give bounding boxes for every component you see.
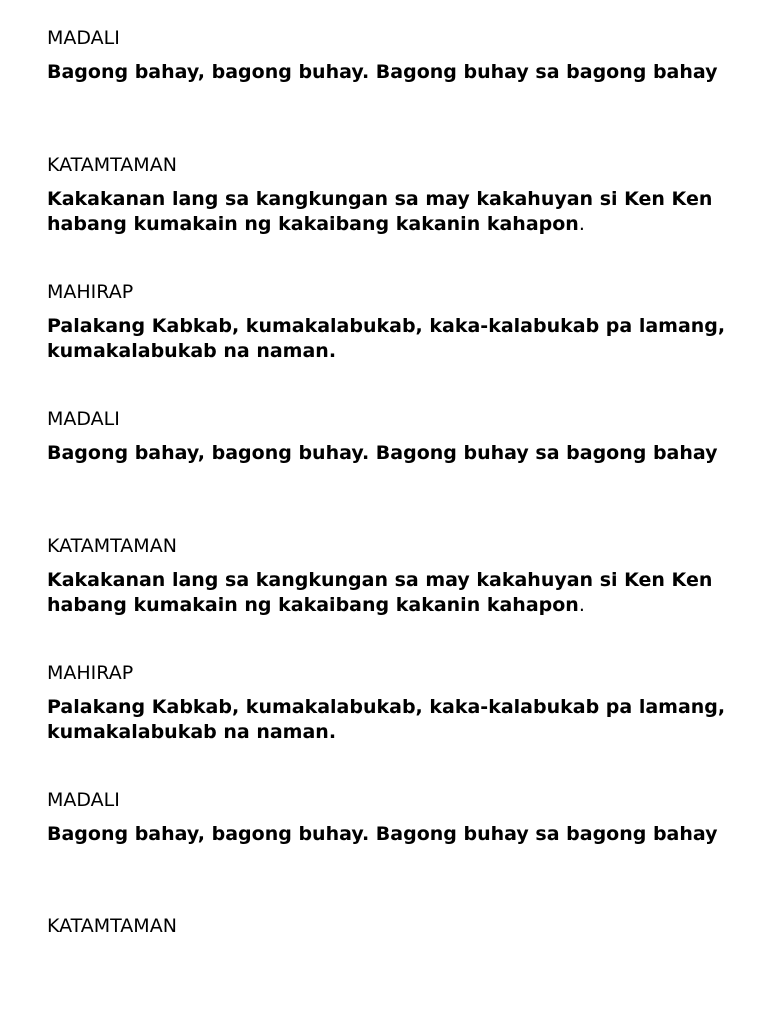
difficulty-label: KATAMTAMAN	[47, 154, 177, 176]
difficulty-label: MADALI	[47, 789, 120, 811]
entry-katamtaman	[47, 153, 737, 236]
entry-katamtaman	[47, 914, 737, 938]
difficulty-label: MADALI	[47, 27, 120, 49]
entry-madali	[47, 26, 737, 85]
tongue-twister-text	[47, 441, 737, 466]
difficulty-label: KATAMTAMAN	[47, 915, 177, 937]
entry-madali	[47, 407, 737, 466]
tongue-twister-end: .	[578, 212, 585, 235]
entry-mahirap	[47, 661, 737, 744]
tongue-twister-main: Palakang Kabkab, kumakalabukab, kaka-kalabukab pa lamang, kumakalabukab na naman.	[47, 696, 726, 743]
difficulty-label: MAHIRAP	[47, 281, 134, 303]
tongue-twister-text	[47, 187, 737, 236]
tongue-twister-main: Kakakanan lang sa kangkungan sa may kakahuyan si Ken Ken habang kumakain ng kakaibang kakanin kahapon	[47, 188, 713, 235]
tongue-twister-end: .	[578, 593, 585, 616]
entry-mahirap	[47, 280, 737, 363]
difficulty-label: KATAMTAMAN	[47, 535, 177, 557]
tongue-twister-main: Bagong bahay, bagong buhay. Bagong buhay sa bagong bahay	[47, 442, 718, 464]
difficulty-label: MAHIRAP	[47, 662, 134, 684]
tongue-twister-text	[47, 695, 737, 744]
difficulty-label: MADALI	[47, 408, 120, 430]
entry-katamtaman	[47, 534, 737, 617]
tongue-twister-main: Bagong bahay, bagong buhay. Bagong buhay sa bagong bahay	[47, 823, 718, 845]
tongue-twister-main: Kakakanan lang sa kangkungan sa may kakahuyan si Ken Ken habang kumakain ng kakaibang kakanin kahapon	[47, 569, 713, 616]
tongue-twister-text	[47, 568, 737, 617]
tongue-twister-main: Palakang Kabkab, kumakalabukab, kaka-kalabukab pa lamang, kumakalabukab na naman.	[47, 315, 726, 362]
entry-madali	[47, 788, 737, 847]
tongue-twister-text	[47, 60, 737, 85]
tongue-twister-text	[47, 314, 737, 363]
tongue-twister-main: Bagong bahay, bagong buhay. Bagong buhay sa bagong bahay	[47, 61, 718, 83]
tongue-twister-text	[47, 822, 737, 847]
